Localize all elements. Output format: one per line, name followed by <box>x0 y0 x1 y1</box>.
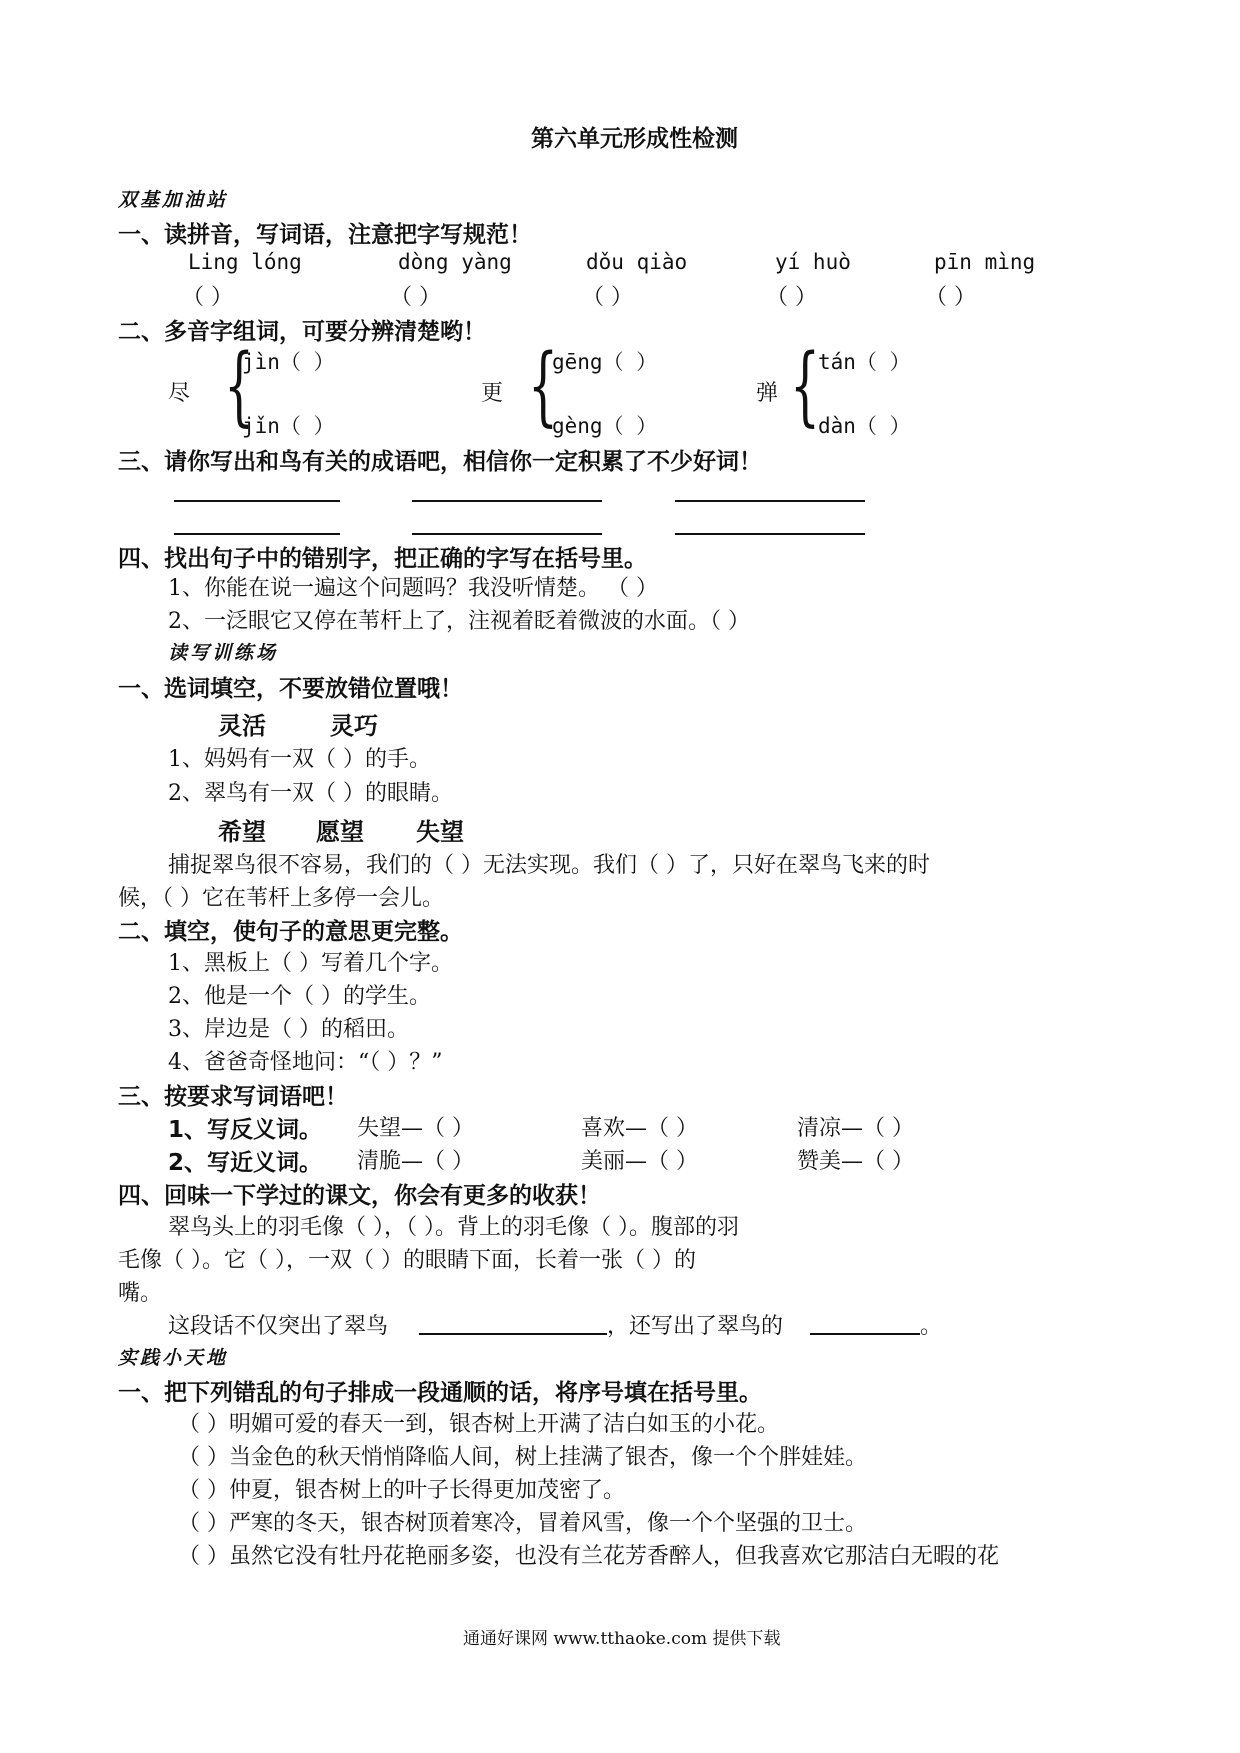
summary-answer-line[interactable] <box>419 1333 607 1335</box>
word-option: 愿望 <box>316 818 364 846</box>
q2-reading-tan[interactable]: tán（ ） <box>818 350 911 374</box>
section-heading-reading-writing: 读写训练场 <box>168 642 279 664</box>
brace-icon: { <box>528 336 559 436</box>
section-heading-basics: 双基加油站 <box>118 189 229 211</box>
brace-icon: { <box>224 336 255 436</box>
p2q2-item-4: 4、爸爸奇怪地问：“（ ）？” <box>168 1050 443 1075</box>
q1-pinyin-5: pīn mìng <box>934 250 1036 274</box>
q1-blank-4[interactable]: （ ） <box>766 285 817 310</box>
q2-reading-jin1[interactable]: jìn（ ） <box>242 350 335 374</box>
p2q4-line-3: 嘴。 <box>118 1281 163 1306</box>
p2q1-heading: 一、选词填空，不要放错位置哦！ <box>118 676 463 702</box>
q4-item-2: 2、一泛眼它又停在苇杆上了，注视着眨着微波的水面。（ ） <box>168 609 750 634</box>
p2q4-summary-end: 。 <box>920 1314 943 1339</box>
q1-blank-2[interactable]: （ ） <box>390 285 441 310</box>
antonym-item: 清凉—（ ） <box>797 1116 914 1141</box>
order-item-5: （ ）虽然它没有牡丹花艳丽多姿，也没有兰花芳香醉人，但我喜欢它那洁白无暇的花 <box>178 1544 999 1569</box>
q1-blank-1[interactable]: （ ） <box>182 285 233 310</box>
word-option: 灵巧 <box>330 712 378 740</box>
p2q2-item-1: 1、黑板上（ ）写着几个字。 <box>168 951 453 976</box>
order-item-4: （ ）严寒的冬天，银杏树顶着寒冷，冒着风雪，像一个个坚强的卫士。 <box>178 1511 867 1536</box>
q2-reading-geng2[interactable]: gèng（ ） <box>552 414 658 438</box>
antonym-item: 失望—（ ） <box>357 1116 474 1141</box>
word-option: 失望 <box>416 818 464 846</box>
q2-char-jin: 尽 <box>168 381 191 406</box>
summary-answer-line[interactable] <box>810 1333 920 1335</box>
q1-heading: 一、读拼音，写词语，注意把字写规范！ <box>118 222 532 248</box>
p2q4-heading: 四、回味一下学过的课文，你会有更多的收获！ <box>118 1183 601 1209</box>
p2q4-line-1: 翠鸟头上的羽毛像（ ），（ ）。背上的羽毛像（ ）。腹部的羽 <box>168 1215 739 1240</box>
q1-pinyin-2: dòng yàng <box>398 250 512 274</box>
synonym-item: 清脆—（ ） <box>357 1149 474 1174</box>
page-title: 第六单元形成性检测 <box>531 126 738 152</box>
p2q1-paragraph-line-1: 捕捉翠鸟很不容易，我们的（ ）无法实现。我们（ ）了，只好在翠鸟飞来的时 <box>168 853 930 878</box>
idiom-answer-line[interactable] <box>174 500 340 502</box>
word-option: 希望 <box>218 818 266 846</box>
q2-reading-dan[interactable]: dàn（ ） <box>818 414 911 438</box>
p2q4-summary-start: 这段话不仅突出了翠鸟 <box>168 1314 389 1339</box>
p2q4-line-2: 毛像（ ）。它（ ），一双（ ）的眼睛下面，长着一张（ ）的 <box>118 1248 696 1273</box>
q2-char-tan: 弹 <box>756 381 779 406</box>
q2-reading-jin2[interactable]: jǐn（ ） <box>242 414 335 438</box>
order-item-3: （ ）仲夏，银杏树上的叶子长得更加茂密了。 <box>178 1478 625 1503</box>
brace-icon: { <box>790 336 821 436</box>
q1-pinyin-3: dǒu qiào <box>586 250 688 274</box>
q2-reading-geng1[interactable]: gēng（ ） <box>552 350 658 374</box>
p2q1-paragraph-line-2: 候，（ ）它在苇杆上多停一会儿。 <box>118 886 444 911</box>
synonym-item: 美丽—（ ） <box>581 1149 698 1174</box>
synonym-item: 赞美—（ ） <box>797 1149 914 1174</box>
order-item-1: （ ）明媚可爱的春天一到，银杏树上开满了洁白如玉的小花。 <box>178 1412 779 1437</box>
q4-heading: 四、找出句子中的错别字，把正确的字写在括号里。 <box>118 546 647 572</box>
footer-credit: 通通好课网 www.tthaoke.com 提供下载 <box>463 1629 781 1649</box>
idiom-answer-line[interactable] <box>412 533 602 535</box>
p2q2-item-2: 2、他是一个（ ）的学生。 <box>168 984 431 1009</box>
p2q4-summary-middle: ，还写出了翠鸟的 <box>607 1314 784 1339</box>
p2q2-item-3: 3、岸边是（ ）的稻田。 <box>168 1017 409 1042</box>
p2q1-item-2: 2、翠鸟有一双（ ）的眼睛。 <box>168 781 453 806</box>
p2q2-heading: 二、填空，使句子的意思更完整。 <box>118 919 463 945</box>
idiom-answer-line[interactable] <box>174 533 340 535</box>
p2q1-item-1: 1、妈妈有一双（ ）的手。 <box>168 747 431 772</box>
p2q3-synonym-label: 2、写近义词。 <box>168 1150 323 1176</box>
p3q1-heading: 一、把下列错乱的句子排成一段通顺的话，将序号填在括号里。 <box>118 1380 762 1406</box>
q1-blank-3[interactable]: （ ） <box>582 285 633 310</box>
q3-heading: 三、请你写出和鸟有关的成语吧，相信你一定积累了不少好词！ <box>118 449 762 475</box>
p2q3-heading: 三、按要求写词语吧！ <box>118 1084 348 1110</box>
order-item-2: （ ）当金色的秋天悄悄降临人间，树上挂满了银杏，像一个个胖娃娃。 <box>178 1445 867 1470</box>
q4-item-1: 1、你能在说一遍这个问题吗？我没听情楚。 （ ） <box>168 576 658 601</box>
idiom-answer-line[interactable] <box>675 533 865 535</box>
q1-pinyin-4: yí huò <box>775 250 851 274</box>
word-option: 灵活 <box>218 712 266 740</box>
idiom-answer-line[interactable] <box>412 500 602 502</box>
idiom-answer-line[interactable] <box>675 500 865 502</box>
q2-heading: 二、多音字组词，可要分辨清楚哟！ <box>118 319 486 345</box>
q1-pinyin-1: Ling lóng <box>188 250 302 274</box>
section-heading-practice: 实践小天地 <box>118 1347 229 1369</box>
p2q3-antonym-label: 1、写反义词。 <box>168 1117 323 1143</box>
q2-char-geng: 更 <box>481 381 504 406</box>
q1-blank-5[interactable]: （ ） <box>925 285 976 310</box>
antonym-item: 喜欢—（ ） <box>581 1116 698 1141</box>
